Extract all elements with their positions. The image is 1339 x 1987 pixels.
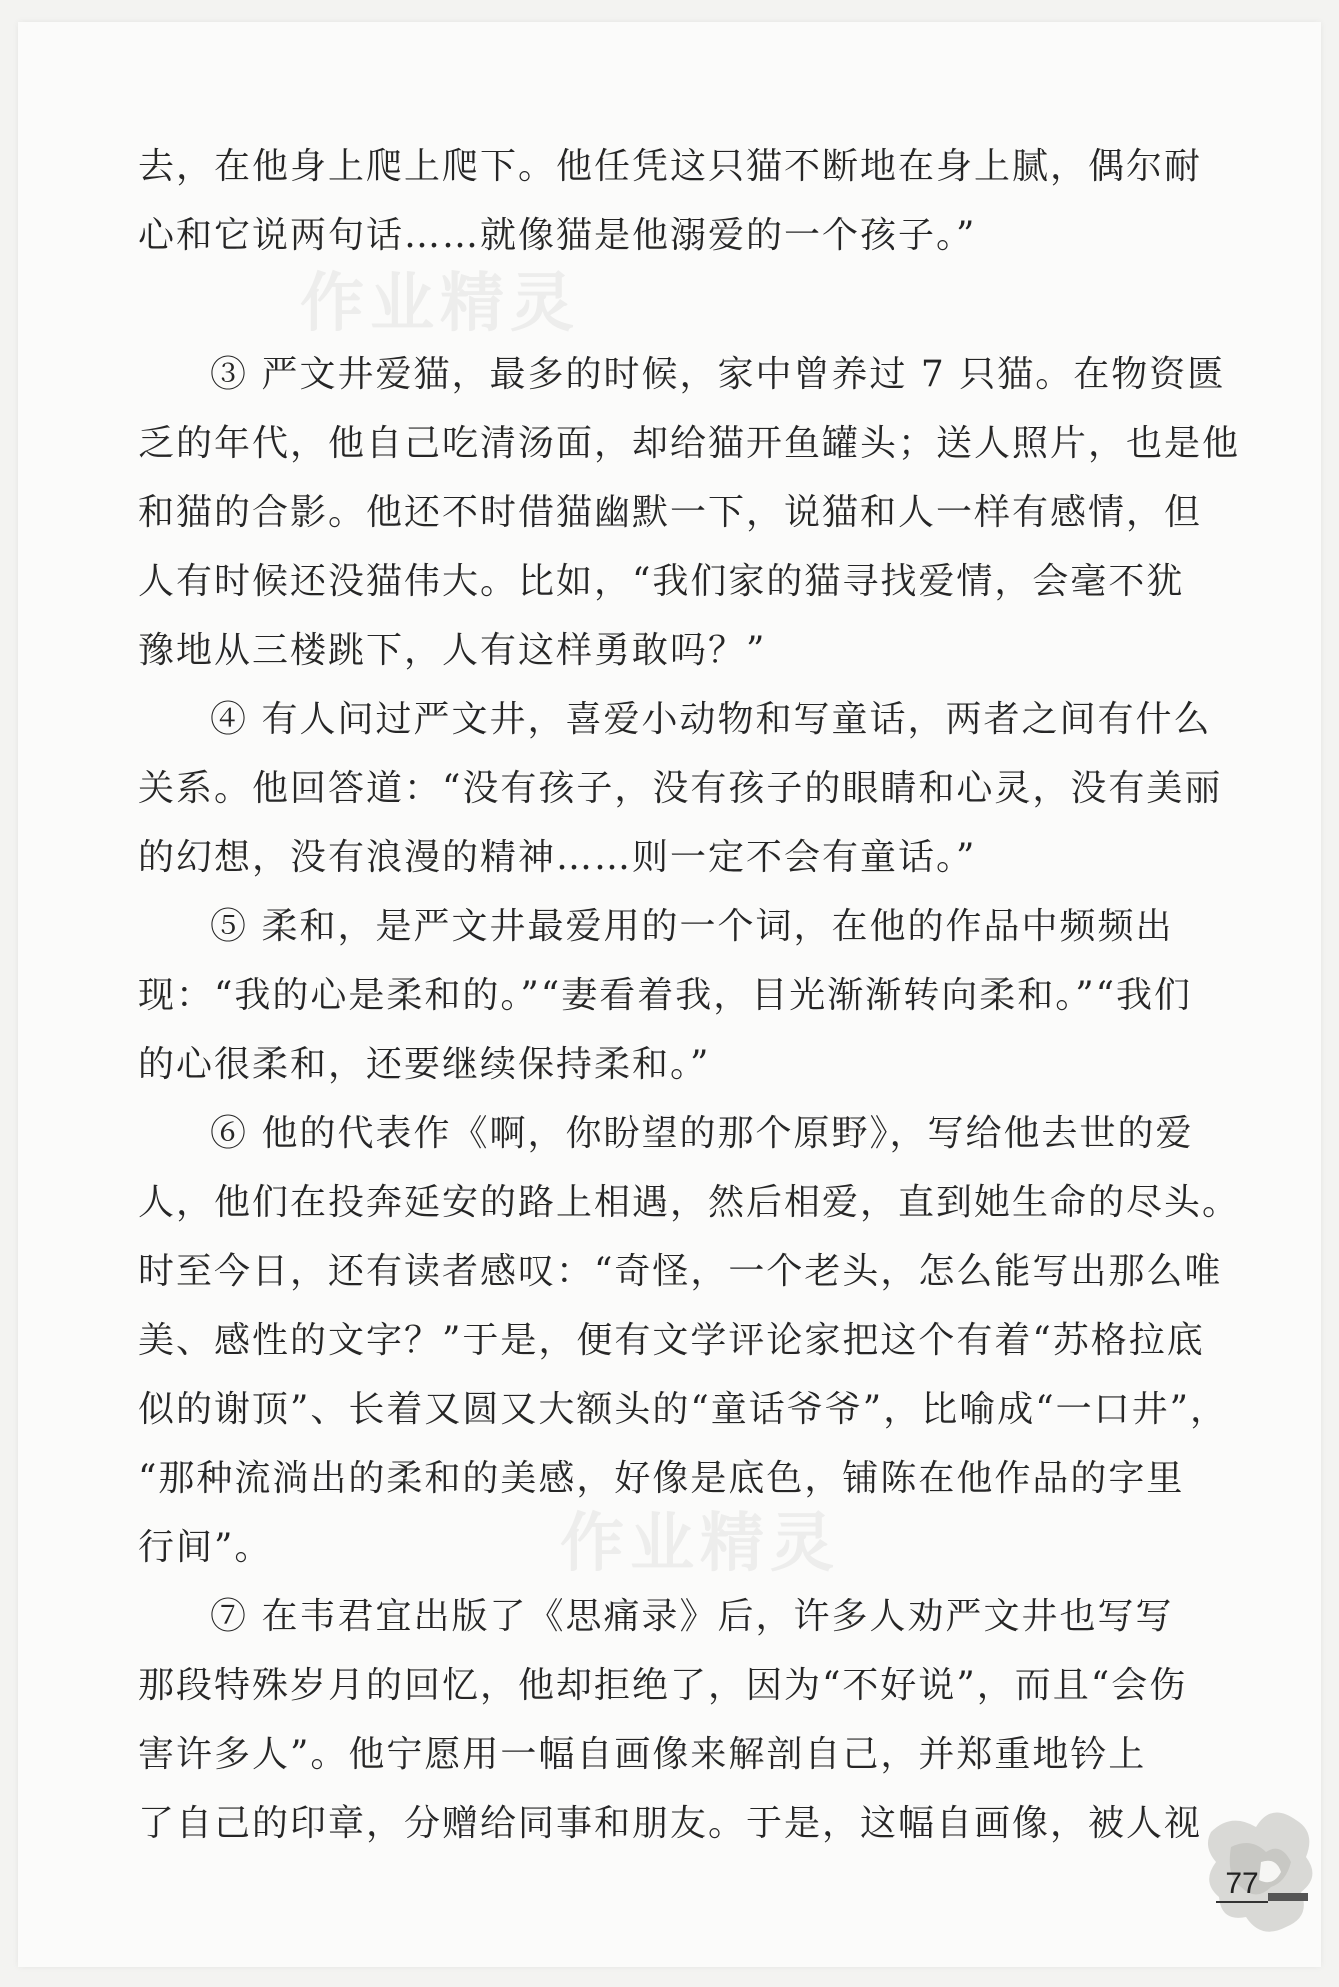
text-line: 似的谢顶”、长着又圆又大额头的“童话爷爷”，比喻成“一口井”， (138, 1389, 1229, 1430)
paragraph-5-start: ⑤ 柔和，是严文井最爱用的一个词，在他的作品中频频出 (210, 906, 1174, 947)
text-line: 关系。他回答道：“没有孩子，没有孩子的眼睛和心灵，没有美丽 (138, 768, 1223, 809)
text-line: “那种流淌出的柔和的美感，好像是底色，铺陈在他作品的字里 (138, 1458, 1185, 1499)
text-line: 了自己的印章，分赠给同事和朋友。于是，这幅自画像，被人视 (138, 1803, 1203, 1844)
text-line: 人有时候还没猫伟大。比如，“我们家的猫寻找爱情，会毫不犹 (138, 561, 1185, 602)
text-line: 害许多人”。他宁愿用一幅自画像来解剖自己，并郑重地钤上 (138, 1734, 1147, 1775)
text-line: 人，他们在投奔延安的路上相遇，然后相爱，直到她生命的尽头。 (138, 1182, 1241, 1223)
paragraph-3-start: ③ 严文井爱猫，最多的时候，家中曾养过 7 只猫。在物资匮 (210, 354, 1226, 395)
text-line: 心和它说两句话……就像猫是他溺爱的一个孩子。” (138, 215, 977, 256)
page-number: 77 (1216, 1867, 1268, 1903)
paragraph-6-start: ⑥ 他的代表作《啊，你盼望的那个原野》，写给他去世的爱 (210, 1113, 1194, 1154)
text-line: 和猫的合影。他还不时借猫幽默一下，说猫和人一样有感情，但 (138, 492, 1203, 533)
text-line: 行间”。 (138, 1527, 273, 1568)
text-line: 时至今日，还有读者感叹：“奇怪，一个老头，怎么能写出那么唯 (138, 1251, 1223, 1292)
text-line: 现：“我的心是柔和的。”“妻看着我，目光渐渐转向柔和。”“我们 (138, 975, 1193, 1016)
text-line: 乏的年代，他自己吃清汤面，却给猫开鱼罐头；送人照片，也是他 (138, 423, 1241, 464)
paragraph-7-start: ⑦ 在韦君宜出版了《思痛录》后，许多人劝严文井也写写 (210, 1596, 1174, 1637)
text-line: 去，在他身上爬上爬下。他任凭这只猫不断地在身上腻，偶尔耐 (138, 146, 1203, 187)
page-number-bar (1268, 1893, 1308, 1901)
body-text (138, 132, 1241, 1858)
text-line: 那段特殊岁月的回忆，他却拒绝了，因为“不好说”，而且“会伤 (138, 1665, 1188, 1706)
text-line: 的幻想，没有浪漫的精神……则一定不会有童话。” (138, 837, 977, 878)
paragraph-4-start: ④ 有人问过严文井，喜爱小动物和写童话，两者之间有什么 (210, 699, 1212, 740)
text-line: 美、感性的文字？”于是，便有文学评论家把这个有着“苏格拉底 (138, 1320, 1205, 1361)
text-line: 豫地从三楼跳下，人有这样勇敢吗？” (138, 630, 767, 671)
text-line: 的心很柔和，还要继续保持柔和。” (138, 1044, 711, 1085)
